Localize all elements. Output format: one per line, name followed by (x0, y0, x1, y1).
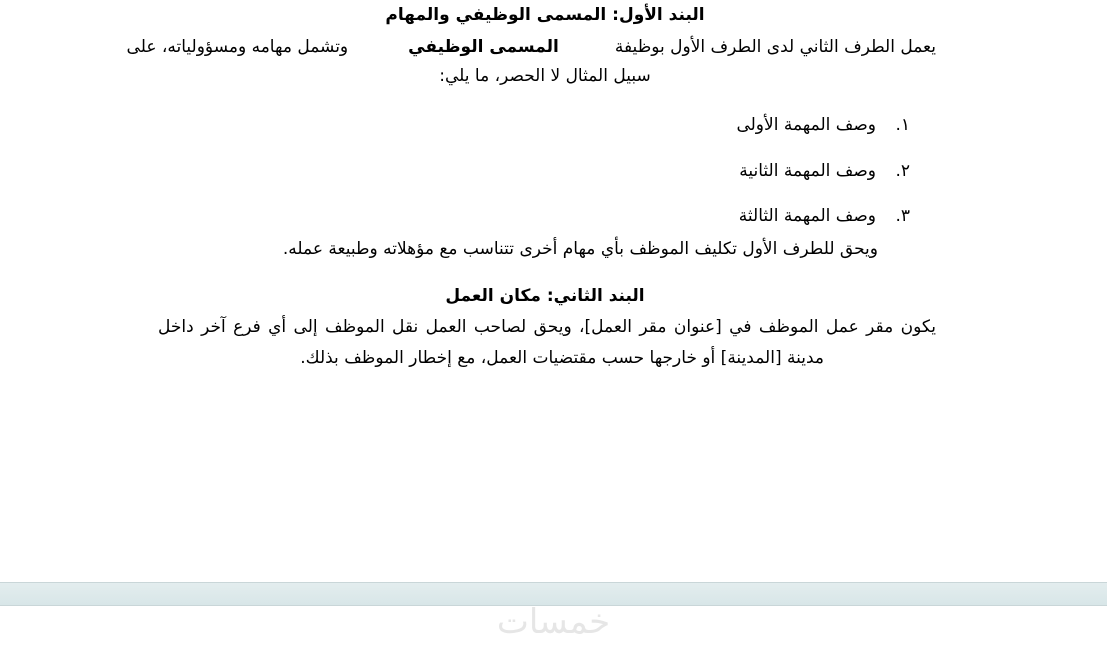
document-body (126, 0, 940, 580)
task-number: ١. (895, 115, 910, 135)
clause1-paragraph-line1 (126, 35, 936, 59)
task-text: وصف المهمة الثالثة (738, 206, 876, 226)
task-item-3 (739, 204, 910, 228)
clause2-line2: مدينة [المدينة] أو خارجها حسب مقتضيات العمل، مع إخطار الموظف بذلك. (300, 348, 824, 368)
clause1-text-part2: وتشمل مهامه ومسؤولياته، على (126, 37, 349, 57)
task-text: وصف المهمة الأولى (736, 115, 876, 135)
khamsat-logo: خمسات (496, 602, 611, 642)
task-number: ٣. (895, 206, 910, 226)
clause1-paragraph-line2: سبيل المثال لا الحصر، ما يلي: (439, 66, 651, 86)
clause1-closing: ويحق للطرف الأول تكليف الموظف بأي مهام أخرى تتناسب مع مؤهلاته وطبيعة عمله. (282, 239, 878, 259)
task-item-2 (739, 159, 910, 183)
clause1-title: البند الأول: المسمى الوظيفي والمهام (385, 5, 705, 25)
task-number: ٢. (895, 161, 910, 181)
task-text: وصف المهمة الثانية (739, 161, 876, 181)
task-item-1 (736, 113, 910, 137)
clause2-line1: يكون مقر عمل الموظف في [عنوان مقر العمل]، ويحق لصاحب العمل نقل الموظف إلى أي فرع آخر داخل (158, 317, 936, 337)
clause1-text-part1: يعمل الطرف الثاني لدى الطرف الأول بوظيفة (614, 37, 936, 57)
clause1-job-title: المسمى الوظيفي (408, 37, 559, 57)
clause2-title: البند الثاني: مكان العمل (445, 286, 645, 306)
